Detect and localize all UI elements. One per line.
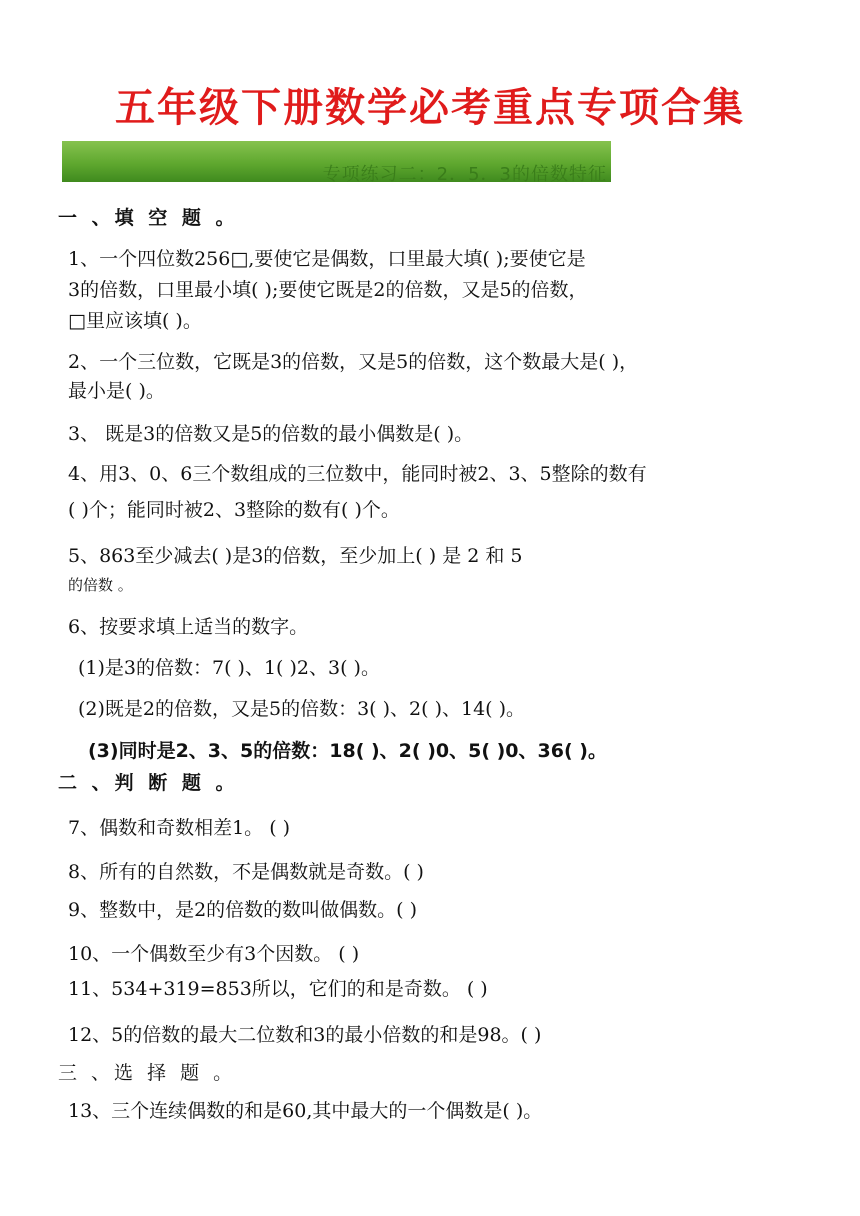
question-6-part-1: (1)是3的倍数：7( )、1( )2、3( )。: [78, 657, 380, 679]
question-8: 8、所有的自然数，不是偶数就是奇数。( ): [68, 861, 424, 883]
question-11: 11、534+319=853所以，它们的和是奇数。 ( ): [68, 978, 488, 1000]
section-heading-choice: 三 、选 择 题 。: [58, 1062, 237, 1084]
question-2-line-2: 最小是( )。: [68, 380, 165, 402]
question-1-line-2: 3的倍数，口里最小填( );要使它既是2的倍数，又是5的倍数，: [68, 279, 588, 301]
question-4-line-1: 4、用3、0、6三个数组成的三位数中，能同时被2、3、5整除的数有: [68, 463, 647, 485]
section-banner: [62, 141, 611, 185]
question-5-line-2: 的倍数 。: [68, 576, 133, 594]
question-9: 9、整数中，是2的倍数的数叫做偶数。( ): [68, 899, 418, 921]
section-heading-fill: 一 、填 空 题 。: [58, 207, 239, 229]
question-3: 3、 既是3的倍数又是5的倍数的最小偶数是( )。: [68, 423, 474, 445]
question-7: 7、偶数和奇数相差1。 ( ): [68, 817, 291, 839]
question-6-part-2: (2)既是2的倍数，又是5的倍数：3( )、2( )、14( )。: [78, 698, 526, 720]
question-5-line-1: 5、863至少减去( )是3的倍数，至少加上( ) 是 2 和 5: [68, 545, 523, 567]
banner-text: 专项练习二：2．5．3的倍数特征: [322, 164, 607, 185]
question-2-line-1: 2、一个三位数，它既是3的倍数，又是5的倍数，这个数最大是( )，: [68, 351, 639, 373]
question-13: 13、三个连续偶数的和是60,其中最大的一个偶数是( )。: [68, 1100, 543, 1122]
page-title: 五年级下册数学必考重点专项合集: [115, 84, 745, 131]
question-4-line-2: ( )个；能同时被2、3整除的数有( )个。: [68, 499, 400, 521]
question-1-line-1: 1、一个四位数256□,要使它是偶数，口里最大填( );要使它是: [68, 248, 586, 270]
question-1-line-3: □里应该填( )。: [68, 310, 202, 332]
question-12: 12、5的倍数的最大二位数和3的最小倍数的和是98。( ): [68, 1024, 542, 1046]
section-heading-judge: 二 、判 断 题 。: [58, 772, 239, 794]
question-6-intro: 6、按要求填上适当的数字。: [68, 616, 309, 638]
question-10: 10、一个偶数至少有3个因数。 ( ): [68, 943, 360, 965]
question-6-part-3: (3)同时是2、3、5的倍数：18( )、2( )0、5( )0、36( )。: [88, 740, 607, 762]
